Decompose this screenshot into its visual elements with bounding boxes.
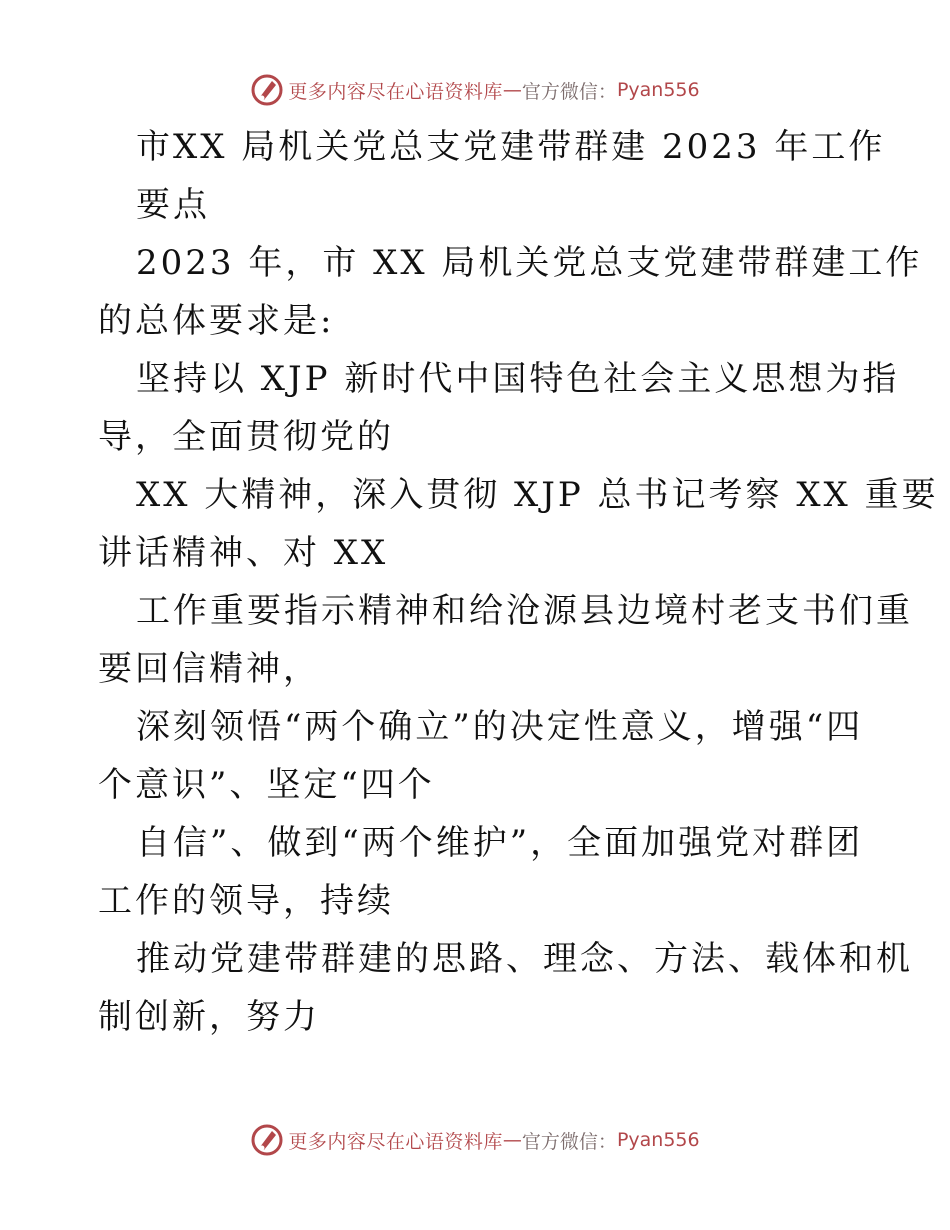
- footer-banner[interactable]: [0, 1118, 950, 1162]
- body-line: XX 大精神，深入贯彻 XJP 总书记考察 XX 重要: [136, 475, 939, 515]
- brand-logo-icon: [250, 1123, 284, 1157]
- body-line: 坚持以 XJP 新时代中国特色社会主义思想为指: [136, 359, 900, 399]
- body-line: 工作重要指示精神和给沧源县边境村老支书们重: [136, 591, 913, 631]
- document-title-line-1: 市XX 局机关党总支党建带群建 2023 年工作: [136, 127, 886, 167]
- footer-wechat-label: 官方微信：: [521, 1130, 617, 1153]
- footer-brand-text: 更多内容尽在心语资料库: [288, 1130, 503, 1153]
- body-line: 推动党建带群建的思路、理念、方法、载体和机: [136, 939, 913, 979]
- header-wechat-label: 官方微信：: [521, 80, 617, 103]
- document-title-line-2: 要点: [136, 185, 210, 225]
- body-line: 讲话精神、对 XX: [98, 533, 389, 573]
- body-line: 要回信精神，: [98, 649, 320, 689]
- brand-logo-icon: [250, 73, 284, 107]
- footer-wechat-id: Pyan556: [616, 1129, 700, 1151]
- header-brand-text: 更多内容尽在心语资料库: [288, 80, 503, 103]
- body-line: 制创新，努力: [98, 997, 320, 1037]
- body-line: 个意识”、坚定“四个: [98, 765, 435, 805]
- body-line: 的总体要求是:: [98, 301, 335, 341]
- body-line: 自信”、做到“两个维护”，全面加强党对群团: [136, 823, 864, 863]
- header-dash: —: [502, 79, 522, 101]
- body-line: 工作的领导，持续: [98, 881, 394, 921]
- body-line: 2023 年，市 XX 局机关党总支党建带群建工作: [136, 243, 923, 283]
- body-line: 导，全面贯彻党的: [98, 417, 394, 457]
- body-line: 深刻领悟“两个确立”的决定性意义，增强“四: [136, 707, 864, 747]
- header-banner[interactable]: [0, 68, 950, 112]
- footer-dash: —: [502, 1129, 522, 1151]
- header-wechat-id: Pyan556: [616, 79, 700, 101]
